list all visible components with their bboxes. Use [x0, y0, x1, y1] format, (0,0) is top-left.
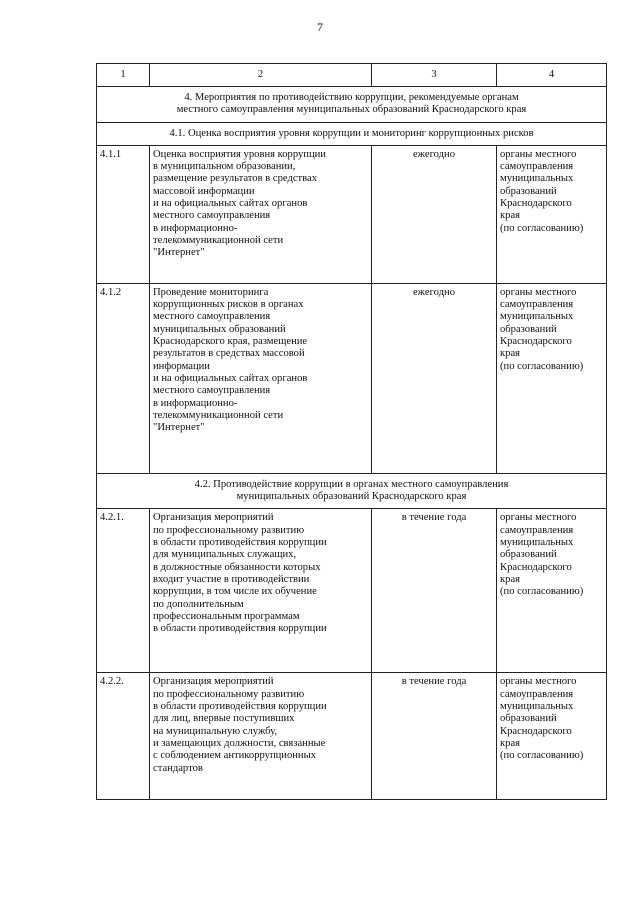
row-period: ежегодно	[372, 145, 497, 283]
header-cell-1: 1	[97, 64, 150, 87]
table-row	[97, 673, 607, 800]
subsection-4-2-row	[97, 473, 607, 509]
section-4-row	[97, 87, 607, 123]
table-row	[97, 509, 607, 673]
header-cell-4: 4	[497, 64, 607, 87]
table-row	[97, 283, 607, 473]
row-executor: органы местного самоуправления муниципальных образований Краснодарского края (по согласованию)	[497, 509, 607, 673]
row-executor: органы местного самоуправления муниципальных образований Краснодарского края (по согласованию)	[497, 673, 607, 800]
row-description: Оценка восприятия уровня коррупции в муниципальном образовании, размещение результатов в средствах массовой информации и на официальных сайтах органов местного самоуправления в информационно- телекоммуникационной сети "Интернет"	[150, 145, 372, 283]
row-executor: органы местного самоуправления муниципальных образований Краснодарского края (по согласованию)	[497, 283, 607, 473]
row-number: 4.2.2.	[97, 673, 150, 800]
row-number: 4.2.1.	[97, 509, 150, 673]
page-number: 7	[317, 20, 323, 34]
row-description: Организация мероприятий по профессиональному развитию в области противодействия коррупции для лиц, впервые поступивших на муниципальную службу, и замещающих должности, связанные с соблюдением антикоррупционных стандартов	[150, 673, 372, 800]
row-number: 4.1.1	[97, 145, 150, 283]
section-4-title: 4. Мероприятия по противодействию коррупции, рекомендуемые органам местного самоуправления муниципальных образований Краснодарского края	[97, 87, 607, 123]
table-row	[97, 145, 607, 283]
row-period: в течение года	[372, 673, 497, 800]
row-description: Проведение мониторинга коррупционных рисков в органах местного самоуправления муниципальных образований Краснодарского края, размещение результатов в средствах массовой информации и на официальных сайтах органов местного самоуправления в информационно- телекоммуникационной сети "Интернет"	[150, 283, 372, 473]
row-number: 4.1.2	[97, 283, 150, 473]
subsection-4-2-title: 4.2. Противодействие коррупции в органах местного самоуправления муниципальных образований Краснодарского края	[97, 473, 607, 509]
row-executor: органы местного самоуправления муниципальных образований Краснодарского края (по согласованию)	[497, 145, 607, 283]
row-period: в течение года	[372, 509, 497, 673]
row-period: ежегодно	[372, 283, 497, 473]
subsection-4-1-row	[97, 122, 607, 145]
subsection-4-1-title: 4.1. Оценка восприятия уровня коррупции и мониторинг коррупционных рисков	[97, 122, 607, 145]
table-header-row	[97, 64, 607, 87]
measures-table	[96, 63, 607, 800]
header-cell-3: 3	[372, 64, 497, 87]
row-description: Организация мероприятий по профессиональному развитию в области противодействия коррупции для муниципальных служащих, в должностные обязанности которых входит участие в противодействии коррупции, в том числе их обучение по дополнительным профессиональным программам в области противодействия коррупции	[150, 509, 372, 673]
header-cell-2: 2	[150, 64, 372, 87]
